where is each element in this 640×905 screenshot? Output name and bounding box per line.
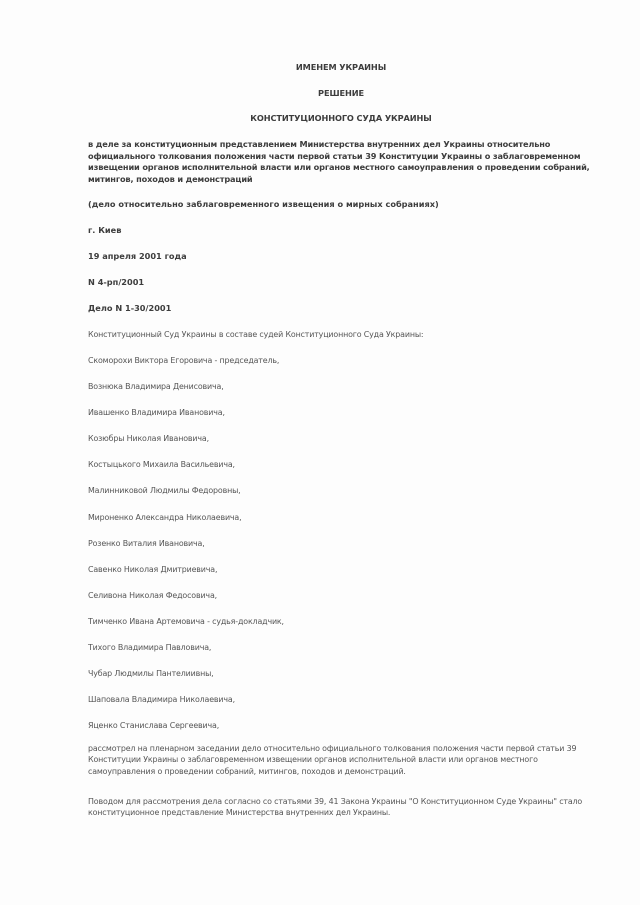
paragraph-grounds: Поводом для рассмотрения дела согласно со статьями 39, 41 Закона Украины "О Конституционном Суде Украины" стало конституционное представление Министерства внутренних дел Украины. — [88, 797, 583, 818]
judge-item: Савенко Николая Дмитриевича, — [88, 564, 218, 574]
case-short-name: (дело относительно заблаговременного извещения о мирных собраниях) — [88, 199, 439, 209]
judge-item: Тихого Владимира Павловича, — [88, 643, 212, 653]
judges-list — [88, 356, 284, 747]
decision-number: N 4-рп/2001 — [88, 277, 145, 287]
judge-item: Козюбры Николая Ивановича, — [88, 434, 209, 444]
judge-item: Розенко Виталия Ивановича, — [88, 538, 205, 548]
judge-item: Шаповала Владимира Николаевича, — [88, 695, 235, 705]
judge-item: Скоморохи Виктора Егоровича - председатель, — [88, 356, 280, 365]
judge-item: Чубар Людмилы Пантелиивны, — [88, 669, 214, 679]
city: г. Киев — [88, 225, 122, 235]
judge-item: Ивашенко Владимира Ивановича, — [88, 408, 225, 418]
heading-in-the-name-of-ukraine: ИМЕНЕМ УКРАИНЫ — [295, 62, 387, 72]
judge-item: Костыцького Михаила Васильевича, — [88, 460, 235, 470]
judge-item: Малинниковой Людмилы Федоровны, — [88, 486, 241, 496]
case-subject: в деле за конституционным представлением Министерства внутренних дел Украины относительно официального толкования положения части первой статьи 39 Конституции Украины о заблаговременном извещении органов исполнительной власти или органов местного самоуправления о проведении собраний, митингов, походов и демонстраций — [88, 139, 590, 184]
paragraph-considered: рассмотрел на пленарном заседании дело относительно официального толкования положения части первой статьи 39 Конституции Украины о заблаговременном извещении органов исполнительной власти или органов местного самоуправления о проведении собраний, митингов, походов и демонстраций. — [88, 744, 577, 776]
case-number: Дело N 1-30/2001 — [88, 303, 172, 313]
judge-item: Вознюка Владимира Денисовича, — [88, 382, 224, 392]
judge-item: Тимченко Ивана Артемовича - судья-докладчик, — [88, 616, 284, 626]
judge-item: Мироненко Александра Николаевича, — [88, 512, 242, 522]
judge-item: Селивона Николая Федосовича, — [88, 590, 217, 600]
decision-date: 19 апреля 2001 года — [88, 251, 187, 261]
heading-constitutional-court: КОНСТИТУЦИОННОГО СУДА УКРАИНЫ — [250, 113, 432, 123]
heading-decision: РЕШЕНИЕ — [318, 88, 364, 98]
composition-intro: Конституционный Суд Украины в составе судей Конституционного Суда Украины: — [88, 330, 424, 339]
judge-item: Яценко Станислава Сергеевича, — [88, 721, 220, 731]
